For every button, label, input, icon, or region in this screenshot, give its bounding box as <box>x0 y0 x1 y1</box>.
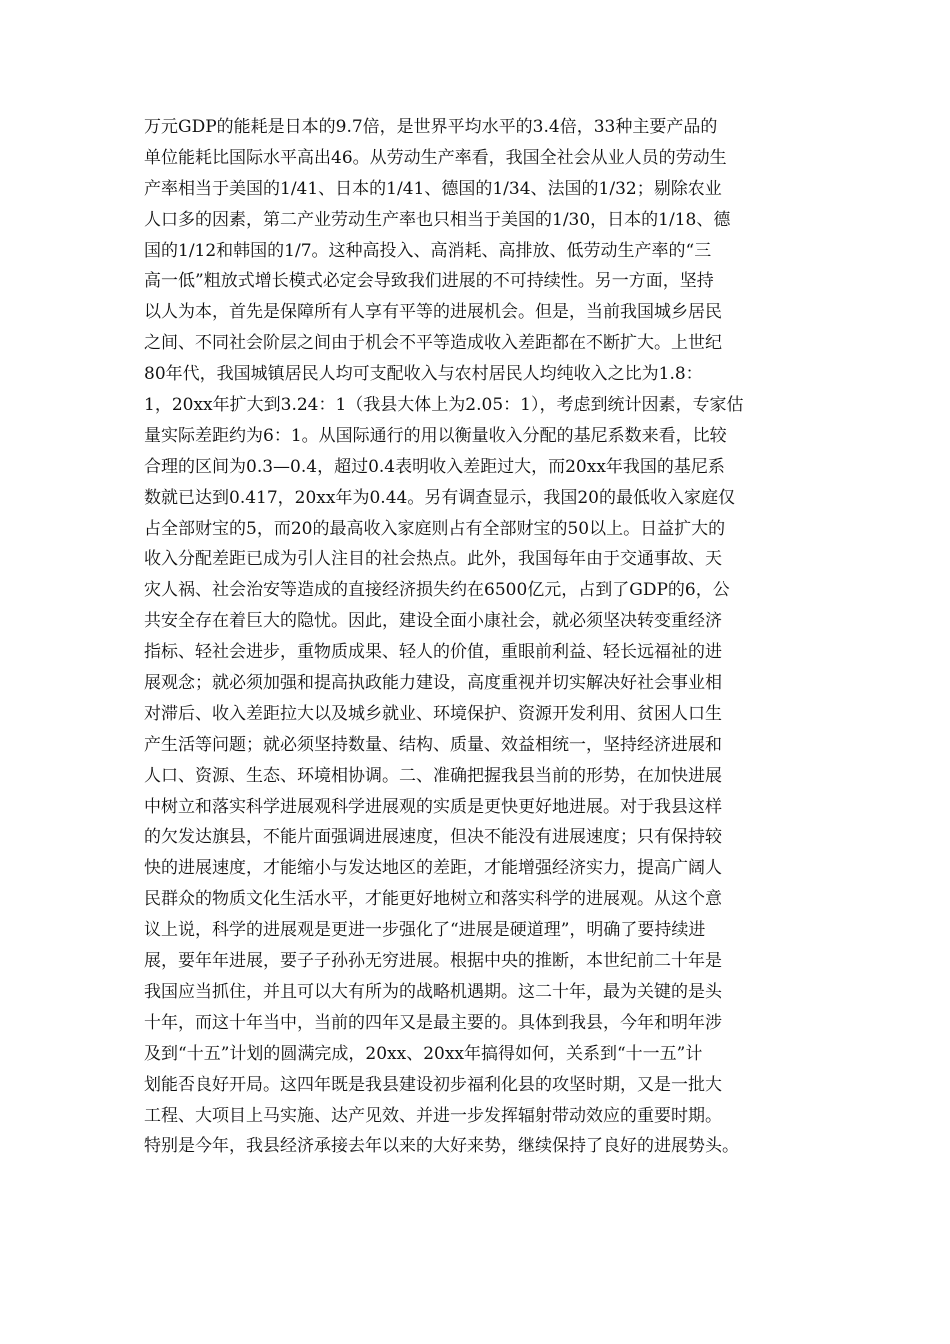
text-line: 80年代，我国城镇居民人均可支配收入与农村居民人均纯收入之比为1.8： <box>144 364 703 385</box>
text-line: 民群众的物质文化生活水平，才能更好地树立和落实科学的进展观。从这个意 <box>144 889 722 910</box>
text-line: 占全部财宝的5，而20的最高收入家庭则占有全部财宝的50以上。日益扩大的 <box>144 518 726 539</box>
text-line: 产生活等问题；就必须坚持数量、结构、质量、效益相统一，坚持经济进展和 <box>144 734 722 755</box>
text-line: 单位能耗比国际水平高出46。从劳动生产率看，我国全社会从业人员的劳动生 <box>144 147 727 168</box>
text-line: 以人为本，首先是保障所有人享有平等的进展机会。但是，当前我国城乡居民 <box>144 302 722 323</box>
text-line: 灾人祸、社会治安等造成的直接经济损失约在6500亿元，占到了GDP的6，公 <box>144 580 730 601</box>
text-line: 的欠发达旗县，不能片面强调进展速度，但决不能没有进展速度；只有保持较 <box>144 827 722 848</box>
text-line: 展，要年年进展，要子子孙孙无穷进展。根据中央的推断，本世纪前二十年是 <box>144 951 722 972</box>
text-line: 议上说，科学的进展观是更进一步强化了“进展是硬道理”，明确了要持续进 <box>144 920 706 941</box>
text-line: 指标、轻社会进步，重物质成果、轻人的价值，重眼前利益、轻长远福祉的进 <box>144 642 722 663</box>
text-line: 对滞后、收入差距拉大以及城乡就业、环境保护、资源开发利用、贫困人口生 <box>144 703 722 724</box>
text-line: 十年，而这十年当中，当前的四年又是最主要的。具体到我县，今年和明年涉 <box>144 1012 722 1033</box>
text-line: 人口多的因素，第二产业劳动生产率也只相当于美国的1/30，日本的1/18、德 <box>144 209 731 230</box>
text-line: 1，20xx年扩大到3.24：1（我县大体上为2.05：1），考虑到统计因素，专家估 <box>144 395 744 416</box>
body-text <box>144 112 834 1162</box>
text-line: 产率相当于美国的1/41、日本的1/41、德国的1/34、法国的1/32；剔除农业 <box>144 178 722 199</box>
text-line: 及到“十五”计划的圆满完成，20xx、20xx年搞得如何，关系到“十一五”计 <box>144 1043 703 1064</box>
text-line: 快的进展速度，才能缩小与发达地区的差距，才能增强经济实力，提高广阔人 <box>144 858 722 879</box>
text-line: 我国应当抓住，并且可以大有所为的战略机遇期。这二十年，最为关键的是头 <box>144 981 722 1002</box>
text-line: 共安全存在着巨大的隐忧。因此，建设全面小康社会，就必须坚决转变重经济 <box>144 611 722 632</box>
text-line: 工程、大项目上马实施、达产见效、并进一步发挥辐射带动效应的重要时期。 <box>144 1105 722 1126</box>
text-line: 高一低”粗放式增长模式必定会导致我们进展的不可持续性。另一方面，坚持 <box>144 271 714 292</box>
text-line: 之间、不同社会阶层之间由于机会不平等造成收入差距都在不断扩大。上世纪 <box>144 333 722 354</box>
text-line: 收入分配差距已成为引人注目的社会热点。此外，我国每年由于交通事故、天 <box>144 549 722 570</box>
text-line: 合理的区间为0.3—0.4，超过0.4表明收入差距过大，而20xx年我国的基尼系 <box>144 456 725 477</box>
text-line: 划能否良好开局。这四年既是我县建设初步福利化县的攻坚时期，又是一批大 <box>144 1074 722 1095</box>
text-line: 人口、资源、生态、环境相协调。二、准确把握我县当前的形势，在加快进展 <box>144 765 722 786</box>
text-line: 国的1/12和韩国的1/7。这种高投入、高消耗、高排放、低劳动生产率的“三 <box>144 240 712 261</box>
text-line: 展观念；就必须加强和提高执政能力建设，高度重视并切实解决好社会事业相 <box>144 673 722 694</box>
text-line: 中树立和落实科学进展观科学进展观的实质是更快更好地进展。对于我县这样 <box>144 796 722 817</box>
text-line: 万元GDP的能耗是日本的9.7倍，是世界平均水平的3.4倍，33种主要产品的 <box>144 117 718 137</box>
text-line: 量实际差距约为6：1。从国际通行的用以衡量收入分配的基尼系数来看，比较 <box>144 425 727 446</box>
text-line: 数就已达到0.417，20xx年为0.44。另有调查显示，我国20的最低收入家庭仅 <box>144 487 735 508</box>
text-line: 特别是今年，我县经济承接去年以来的大好来势，继续保持了良好的进展势头。 <box>144 1136 739 1157</box>
